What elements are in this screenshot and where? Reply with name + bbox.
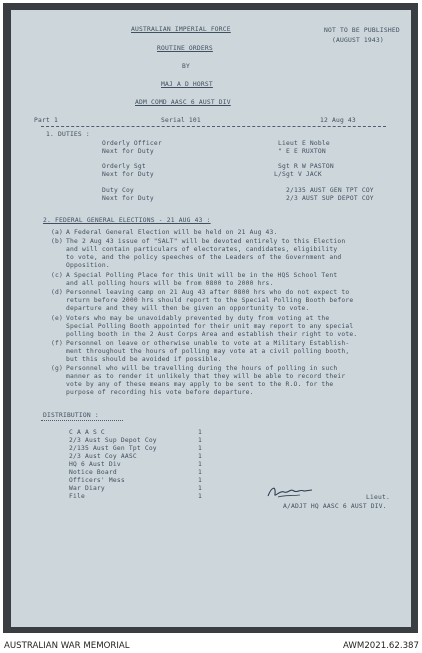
- distribution-item: C A A S C: [69, 429, 105, 436]
- document-title: AUSTRALIAN IMPERIAL FORCE: [131, 26, 231, 33]
- duty-role: Next for Duty: [102, 195, 154, 202]
- paragraph-line: Personnel leaving camp on 21 Aug 43 after 0800 hrs who do not expect to: [66, 289, 350, 296]
- distribution-item: 2/3 Aust Coy AASC: [69, 453, 137, 460]
- archive-source: AUSTRALIAN WAR MEMORIAL: [4, 641, 130, 651]
- paragraph-line: The 2 Aug 43 issue of "SALT" will be devoted entirely to this Election: [66, 238, 346, 245]
- election-heading: 2. FEDERAL GENERAL ELECTIONS - 21 AUG 43 :: [43, 217, 211, 224]
- distribution-count: 1: [198, 445, 202, 452]
- paragraph-line: manner as to render it unlikely that they will be able to record their: [66, 373, 346, 380]
- distribution-count: 1: [198, 461, 202, 468]
- paragraph-line: Opposition.: [66, 262, 110, 269]
- duty-name: L/Sgt V JACK: [274, 171, 322, 178]
- paragraph-label: (f): [51, 340, 63, 347]
- paragraph-line: ment throughout the hours of polling may vote at a civil polling booth,: [66, 348, 350, 355]
- duty-name: " E E RUXTON: [278, 148, 326, 155]
- handwritten-signature: [266, 482, 316, 502]
- paragraph-line: Personnel on leave or otherwise unable to vote at a Military Establish-: [66, 340, 350, 347]
- paragraph-label: (e): [51, 315, 63, 322]
- issuing-officer: MAJ A D HORST: [161, 81, 213, 88]
- distribution-item: Notice Board: [69, 469, 117, 476]
- distribution-count: 1: [198, 437, 202, 444]
- duty-name: 2/3 AUST SUP DEPOT COY: [286, 195, 374, 202]
- distribution-item: HQ 6 Aust Div: [69, 461, 121, 468]
- distribution-heading: DISTRIBUTION :: [43, 412, 99, 419]
- paragraph-line: polling booth in the 2 Aust Corps Area and establish their right to vote.: [66, 331, 358, 338]
- paragraph-line: Voters who may be unavoidably prevented by duty from voting at the: [66, 315, 330, 322]
- duty-role: Orderly Sgt: [102, 163, 146, 170]
- archive-footer: [0, 640, 422, 653]
- paragraph-line: to vote, and the policy speeches of the Leaders of the Government and: [66, 254, 342, 261]
- paragraph-line: purpose of recording his vote before departure.: [66, 389, 254, 396]
- archive-id: AWM2021.62.387: [343, 641, 419, 651]
- duty-name: 2/135 AUST GEN TPT COY: [286, 187, 374, 194]
- paragraph-line: Special Polling Booth appointed for their unit may report to any special: [66, 323, 354, 330]
- paragraph-line: A Federal General Election will be held on 21 Aug 43.: [66, 229, 278, 236]
- duty-role: Next for Duty: [102, 171, 154, 178]
- distribution-item: War Diary: [69, 485, 105, 492]
- serial-number: Serial 101: [161, 117, 201, 124]
- paragraph-line: and all polling hours will be from 0800 to 2000 hrs.: [66, 280, 274, 287]
- duties-heading: 1. DUTIES :: [46, 131, 90, 138]
- issuing-unit: ADM COMD AASC 6 AUST DIV: [135, 99, 231, 106]
- duty-name: Lieut E Noble: [278, 140, 330, 147]
- paragraph-label: (g): [51, 365, 63, 372]
- document-page: [11, 10, 411, 627]
- distribution-item: File: [69, 493, 85, 500]
- duty-role: Orderly Officer: [102, 140, 162, 147]
- duty-role: Next for Duty: [102, 148, 154, 155]
- paragraph-line: return before 2000 hrs should report to the Special Polling Booth before: [66, 297, 354, 304]
- distribution-item: 2/3 Aust Sup Depot Coy: [69, 437, 157, 444]
- document-subtitle: ROUTINE ORDERS: [157, 45, 213, 52]
- paragraph-label: (a): [51, 229, 63, 236]
- paragraph-line: vote by any of these means may apply to be sent to the R.O. for the: [66, 381, 334, 388]
- order-date: 12 Aug 43: [320, 117, 356, 124]
- classification-line-2: (AUGUST 1943): [332, 37, 384, 44]
- distribution-count: 1: [198, 453, 202, 460]
- header-rule: [41, 126, 386, 127]
- signatory-rank: Lieut.: [366, 494, 390, 501]
- paragraph-label: (b): [51, 238, 63, 245]
- paragraph-label: (d): [51, 289, 63, 296]
- paragraph-line: departure and they will then be given an opportunity to vote.: [66, 305, 310, 312]
- classification-stamp: [324, 27, 400, 57]
- paragraph-line: and will contain particulars of electorates, candidates, eligibility: [66, 246, 338, 253]
- part-number: Part 1: [34, 117, 58, 124]
- distribution-item: 2/135 Aust Gen Tpt Coy: [69, 445, 157, 452]
- duty-role: Duty Coy: [102, 187, 134, 194]
- paragraph-line: but this should be avoided if possible.: [66, 356, 222, 363]
- duty-name: Sgt R W PASTON: [278, 163, 334, 170]
- distribution-count: 1: [198, 429, 202, 436]
- distribution-count: 1: [198, 485, 202, 492]
- distribution-underline: [41, 420, 123, 421]
- distribution-item: Officers' Mess: [69, 477, 125, 484]
- distribution-count: 1: [198, 469, 202, 476]
- classification-line-1: NOT TO BE PUBLISHED: [324, 27, 400, 34]
- paragraph-line: Personnel who will be travelling during the hours of polling in such: [66, 365, 338, 372]
- by-line: BY: [182, 63, 190, 70]
- paragraph-label: (c): [51, 272, 63, 279]
- signature-block: A/ADJT HQ AASC 6 AUST DIV.: [283, 503, 387, 510]
- distribution-count: 1: [198, 493, 202, 500]
- distribution-count: 1: [198, 477, 202, 484]
- paragraph-line: A Special Polling Place for this Unit will be in the HQS School Tent: [66, 272, 338, 279]
